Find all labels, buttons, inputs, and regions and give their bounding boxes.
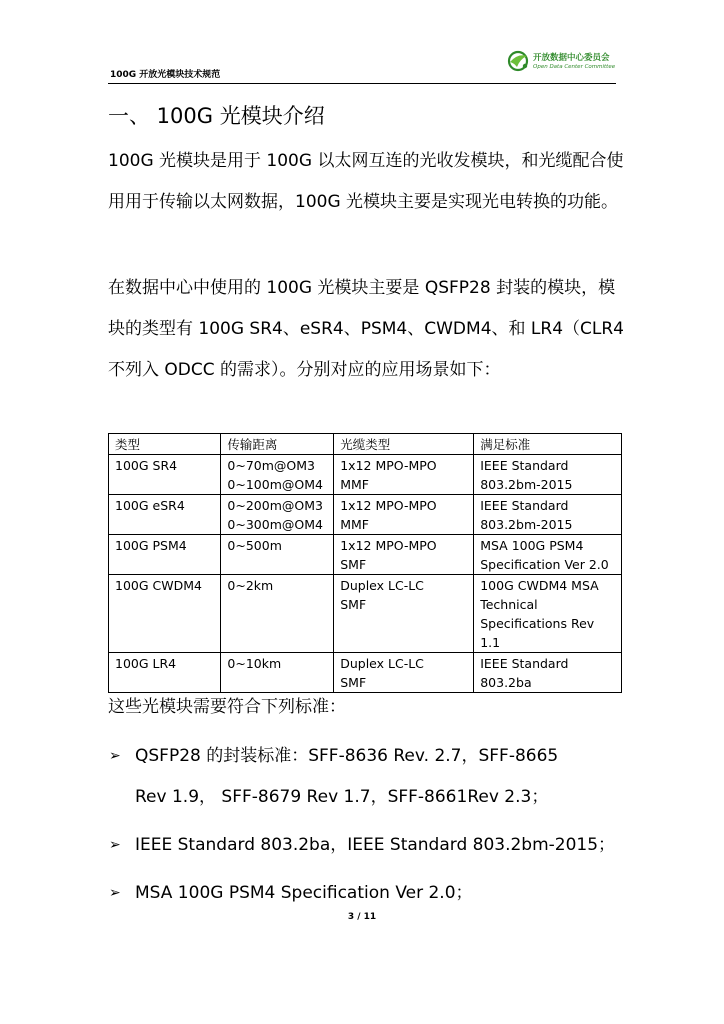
cell-cable-line: 1x12 MPO-MPO <box>340 458 437 473</box>
cell-standard-line: IEEE Standard <box>480 656 569 671</box>
table-body <box>109 455 622 693</box>
cell-type: 100G PSM4 <box>109 535 221 575</box>
cell-standard <box>474 575 622 653</box>
cell-cable <box>334 653 474 693</box>
arrow-bullet-icon: ➢ <box>109 748 121 764</box>
cell-type: 100G SR4 <box>109 455 221 495</box>
list-item-line: Rev 1.9， SFF-8679 Rev 1.7，SFF-8661Rev 2.3； <box>135 787 549 807</box>
standards-intro: 这些光模块需要符合下列标准： <box>108 697 346 717</box>
table-row <box>109 575 622 653</box>
cell-standard-line: 803.2ba <box>480 675 532 690</box>
cell-cable-line: SMF <box>340 557 367 572</box>
cell-distance-line: 0~100m@OM4 <box>227 477 323 492</box>
cell-standard-line: IEEE Standard <box>480 458 569 473</box>
cell-standard-line: 100G CWDM4 MSA <box>480 578 599 593</box>
section-title: 一、 100G 光模块介绍 <box>108 104 325 128</box>
page-number: 3 / 11 <box>347 912 377 922</box>
list-item-line: IEEE Standard 803.2ba，IEEE Standard 803.2bm-2015； <box>135 835 616 855</box>
cell-standard-line: MSA 100G PSM4 <box>480 538 584 553</box>
cell-cable-line: 1x12 MPO-MPO <box>340 538 437 553</box>
cell-cable-line: SMF <box>340 597 367 612</box>
cell-cable <box>334 535 474 575</box>
cell-cable-line: 1x12 MPO-MPO <box>340 498 437 513</box>
odcc-logo-icon <box>506 50 530 72</box>
cell-type: 100G LR4 <box>109 653 221 693</box>
list-item-line: MSA 100G PSM4 Specification Ver 2.0； <box>135 883 473 903</box>
cell-cable-line: SMF <box>340 675 367 690</box>
cell-standard <box>474 495 622 535</box>
cell-cable <box>334 495 474 535</box>
cell-type: 100G eSR4 <box>109 495 221 535</box>
cell-standard <box>474 455 622 495</box>
header-type: 类型 <box>109 434 221 455</box>
cell-cable-line: Duplex LC-LC <box>340 656 424 671</box>
list-item <box>108 736 668 818</box>
logo-name-cn: 开放数据中心委员会 <box>533 53 610 63</box>
logo-name-en: Open Data Center Committee <box>533 64 616 70</box>
arrow-bullet-icon: ➢ <box>109 837 121 853</box>
cell-standard-line: Technical <box>480 597 538 612</box>
cell-standard-line: Specifications Rev <box>480 616 595 631</box>
cell-standard-line: 1.1 <box>480 635 501 650</box>
module-spec-table <box>108 433 622 693</box>
cell-standard-line: IEEE Standard <box>480 498 569 513</box>
module-types-paragraph: 在数据中心中使用的 100G 光模块主要是 QSFP28 封装的模块，模块的类型有 100G SR4、eSR4、PSM4、CWDM4、和 LR4（CLR4 不列入 ODCC 的需求）。分别对应的应用场景如下： <box>108 278 624 380</box>
cell-cable <box>334 455 474 495</box>
cell-standard <box>474 535 622 575</box>
table-row <box>109 653 622 693</box>
cell-distance <box>221 455 334 495</box>
cell-cable-line: MMF <box>340 477 369 492</box>
header-standard: 满足标准 <box>474 434 622 455</box>
odcc-logo <box>506 48 618 76</box>
cell-standard-line: 803.2bm-2015 <box>480 477 573 492</box>
cell-distance-line: 0~2km <box>227 578 274 593</box>
cell-distance-line: 0~300m@OM4 <box>227 517 323 532</box>
cell-standard <box>474 653 622 693</box>
list-item <box>108 825 668 866</box>
cell-standard-line: 803.2bm-2015 <box>480 517 573 532</box>
header-cable: 光缆类型 <box>334 434 474 455</box>
cell-cable <box>334 575 474 653</box>
intro-paragraph: 100G 光模块是用于 100G 以太网互连的光收发模块，和光缆配合使用用于传输以太网数据，100G 光模块主要是实现光电转换的功能。 <box>108 151 624 212</box>
document-title: 100G 开放光模块技术规范 <box>110 70 221 80</box>
cell-distance-line: 0~10km <box>227 656 282 671</box>
cell-cable-line: Duplex LC-LC <box>340 578 424 593</box>
cell-distance <box>221 495 334 535</box>
table-row <box>109 495 622 535</box>
page-header <box>108 42 616 84</box>
table-row <box>109 535 622 575</box>
table-header-row <box>109 434 622 455</box>
header-distance: 传输距离 <box>221 434 334 455</box>
arrow-bullet-icon: ➢ <box>109 885 121 901</box>
cell-type: 100G CWDM4 <box>109 575 221 653</box>
cell-distance <box>221 575 334 653</box>
list-item <box>108 873 668 914</box>
cell-distance-line: 0~200m@OM3 <box>227 498 323 513</box>
table-row <box>109 455 622 495</box>
cell-distance-line: 0~500m <box>227 538 282 553</box>
standards-list <box>108 736 668 914</box>
list-item-line: QSFP28 的封装标准：SFF-8636 Rev. 2.7，SFF-8665 <box>135 746 559 766</box>
cell-distance <box>221 653 334 693</box>
cell-distance <box>221 535 334 575</box>
cell-cable-line: MMF <box>340 517 369 532</box>
cell-standard-line: Specification Ver 2.0 <box>480 557 609 572</box>
cell-distance-line: 0~70m@OM3 <box>227 458 316 473</box>
